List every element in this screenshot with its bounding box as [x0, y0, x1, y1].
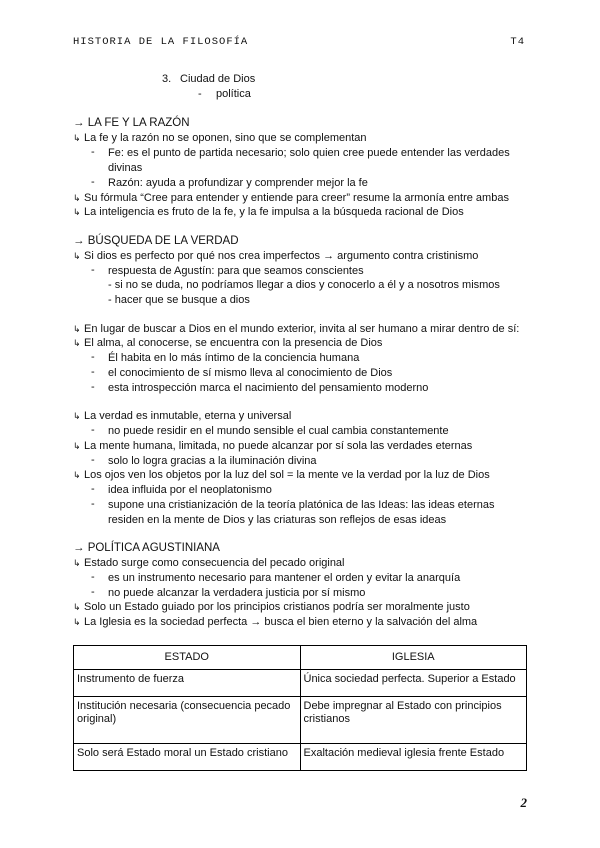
table-header-row — [74, 646, 527, 670]
list-item: - hacer que se busque a dios — [108, 294, 250, 306]
page-header — [73, 36, 525, 48]
list-item: ↳ Los ojos ven los objetos por la luz del sol = la mente ve la verdad por la luz de Dios — [73, 468, 490, 482]
list-item: es un instrumento necesario para mantener el orden y evitar la anarquía — [108, 572, 461, 584]
estado-iglesia-table — [73, 645, 527, 771]
bullet-dash: - — [91, 146, 95, 158]
section-title: → LA FE Y LA RAZÓN — [73, 117, 190, 129]
list-item: ↳ Su fórmula “Cree para entender y entiende para creer” resume la armonía entre ambas — [73, 191, 509, 205]
list-item: divinas — [108, 162, 143, 174]
list-item: residen en la mente de Dios y las criaturas son reflejos de esas ideas — [108, 514, 447, 526]
list-item: idea influida por el neoplatonismo — [108, 484, 272, 496]
bullet-dash: - — [91, 366, 95, 378]
list-item: solo lo logra gracias a la iluminación divina — [108, 455, 317, 467]
list-item: no puede alcanzar la verdadera justicia por sí mismo — [108, 587, 366, 599]
table-cell: Solo será Estado moral un Estado cristiano — [74, 744, 301, 771]
table-cell: Exaltación medieval iglesia frente Estado — [300, 744, 527, 771]
table-row — [74, 744, 527, 771]
bullet-dash: - — [91, 176, 95, 188]
outline-item: Ciudad de Dios — [180, 73, 256, 85]
list-item: no puede residir en el mundo sensible el cual cambia constantemente — [108, 425, 449, 437]
table-row — [74, 697, 527, 744]
table-cell: Instrumento de fuerza — [74, 670, 301, 697]
list-item: ↳ La fe y la razón no se oponen, sino que se complementan — [73, 131, 367, 145]
list-item: ↳ El alma, al conocerse, se encuentra con la presencia de Dios — [73, 336, 382, 350]
list-item: ↳ La inteligencia es fruto de la fe, y la fe impulsa a la búsqueda racional de Dios — [73, 205, 464, 219]
bullet-dash: - — [91, 351, 95, 363]
section-title: → BÚSQUEDA DE LA VERDAD — [73, 235, 239, 247]
list-item: respuesta de Agustín: para que seamos conscientes — [108, 265, 364, 277]
list-item: ↳ Estado surge como consecuencia del pecado original — [73, 556, 345, 570]
table-row — [74, 670, 527, 697]
outline-subitem: política — [216, 88, 251, 100]
bullet-dash: - — [91, 483, 95, 495]
table-cell: Debe impregnar al Estado con principios cristianos — [300, 697, 527, 744]
table-cell: Única sociedad perfecta. Superior a Estado — [300, 670, 527, 697]
bullet-dash: - — [91, 264, 95, 276]
list-item: ↳ La mente humana, limitada, no puede alcanzar por sí sola las verdades eternas — [73, 439, 472, 453]
outline-number: 3. — [162, 73, 172, 85]
list-item: Razón: ayuda a profundizar y comprender mejor la fe — [108, 177, 368, 189]
page-number: 2 — [520, 795, 527, 810]
section-title: → POLÍTICA AGUSTINIANA — [73, 542, 220, 554]
bullet-dash: - — [91, 381, 95, 393]
list-item: - si no se duda, no podríamos llegar a dios y conocerlo a él y a nosotros mismos — [108, 279, 500, 291]
table-cell: Institución necesaria (consecuencia pecado original) — [74, 697, 301, 744]
list-item: ↳ Si dios es perfecto por qué nos crea imperfectos → argumento contra cristinismo — [73, 249, 478, 263]
outline-sub-dash: - — [198, 88, 202, 100]
bullet-dash: - — [91, 571, 95, 583]
list-item: supone una cristianización de la teoría platónica de las Ideas: las ideas eternas — [108, 499, 495, 511]
list-item: el conocimiento de sí mismo lleva al conocimiento de Dios — [108, 367, 393, 379]
header-title: HISTORIA DE LA FILOSOFÍA — [73, 36, 249, 48]
list-item: Él habita en lo más íntimo de la conciencia humana — [108, 352, 360, 364]
list-item: esta introspección marca el nacimiento del pensamiento moderno — [108, 382, 429, 394]
bullet-dash: - — [91, 454, 95, 466]
bullet-dash: - — [91, 424, 95, 436]
list-item: ↳ Solo un Estado guiado por los principios cristianos podría ser moralmente justo — [73, 600, 470, 614]
bullet-dash: - — [91, 586, 95, 598]
table-header: ESTADO — [74, 646, 301, 670]
list-item: ↳ En lugar de buscar a Dios en el mundo exterior, invita al ser humano a mirar dentro de sí: — [73, 322, 519, 336]
list-item: ↳ La Iglesia es la sociedad perfecta → busca el bien eterno y la salvación del alma — [73, 615, 477, 629]
list-item: Fe: es el punto de partida necesario; solo quien cree puede entender las verdades — [108, 147, 510, 159]
bullet-dash: - — [91, 498, 95, 510]
table-header: IGLESIA — [300, 646, 527, 670]
header-tag: T4 — [510, 36, 525, 48]
list-item: ↳ La verdad es inmutable, eterna y universal — [73, 409, 291, 423]
